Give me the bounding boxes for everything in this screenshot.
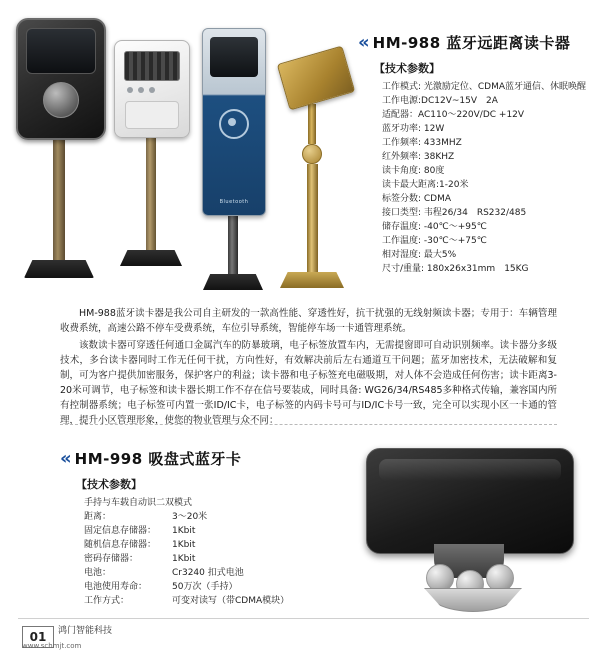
spec-value: Cr3240 扣式电池 xyxy=(172,568,244,578)
spec-key: 随机信息存储器： xyxy=(84,540,157,550)
device-body xyxy=(16,18,106,140)
product-photo-gold-panel xyxy=(272,54,352,288)
device-base xyxy=(203,274,263,290)
device-pole xyxy=(307,164,318,272)
page-footer xyxy=(0,618,607,660)
product-photo-blue-kiosk xyxy=(202,28,264,290)
device-brand-text: Bluetooth xyxy=(219,199,249,205)
product-spec-hm998 xyxy=(60,448,360,608)
device-window xyxy=(124,51,180,81)
spec-row xyxy=(84,566,360,580)
spec-value: 可变对读写（带CDMA模块） xyxy=(172,596,290,606)
spec-row xyxy=(84,552,360,566)
spec-line: 读卡角度: 80度 xyxy=(382,166,445,176)
spec-key: 距离： xyxy=(84,512,112,522)
spec-line: 工作电源:DC12V~15V 2A xyxy=(382,96,498,106)
description-paragraph: 该数读卡器可穿透任何通口金属汽车的防暴玻璃，电子标签放置车内，无需提窗即可自动识别频率。读卡器分多级技术，多台读卡器同时工作无任何干扰，方向性好，有效解决前后左右通道互干问题；蓝牙加密技术，无法破解和复制，可为客户提供加密服务，保护客户的利益；读卡器和电子标签充电磁吸期，对人体不会造成任何伤害；读卡距离3-20米可调节，电子标签和读卡器长期工作不存在信号要装成，同时具备: WG26/34/RS485多种格式传输，兼容国内所有控制器系统；电子标签可内置一张ID/IC卡，电子标签的内码卡号可与ID/IC卡号一致，完全可以实现小区一卡通的管理，提升小区管理形象，使您的物业管理与众不同： xyxy=(60,340,557,426)
spec-row xyxy=(84,510,360,524)
spec-line: 尺寸/重量: 180x26x31mm 15KG xyxy=(382,264,529,274)
spec-key: 电池： xyxy=(84,568,112,578)
suction-cup xyxy=(424,588,522,612)
product-photo-white-reader xyxy=(114,40,188,266)
spec-row xyxy=(84,580,360,594)
product-photo-suction-bluetooth-card xyxy=(352,448,590,616)
description-paragraph: HM-988蓝牙读卡器是我公司自主研发的一款高性能、穿透性好，抗干扰强的无线射频读卡器；专用于：车辆管理收费系统，高速公路不停车受费系统，车位引导系统，智能停车场一卡通管理系统。 xyxy=(60,308,557,334)
device-base xyxy=(120,250,182,266)
spec-line: 接口类型: 韦程26/34 RS232/485 xyxy=(382,208,527,218)
page-number: 01 xyxy=(22,626,54,648)
spec-row xyxy=(84,538,360,552)
spec-intro: 手持与车载自动识二双模式 xyxy=(84,498,193,508)
device-base xyxy=(280,272,344,288)
spec-row xyxy=(84,524,360,538)
device-lens xyxy=(43,82,79,118)
device-case xyxy=(366,448,574,554)
spec-row xyxy=(84,594,360,608)
spec-section-label: 【技术参数】 xyxy=(76,478,142,491)
spec-list xyxy=(382,80,602,276)
company-website: www.schmjt.com xyxy=(22,642,82,650)
device-screen xyxy=(26,28,96,74)
device-pole xyxy=(146,138,156,250)
product-title-row xyxy=(358,32,602,53)
product-photo-strip xyxy=(10,12,350,302)
spec-line: 工作模式: 光激励定位、CDMA蓝牙通信、休眠唤醒 xyxy=(382,82,587,92)
device-joint xyxy=(426,564,454,592)
chevron-left-icon: « xyxy=(60,447,70,469)
spec-section-label: 【技术参数】 xyxy=(374,62,440,75)
spec-value: 1Kbit xyxy=(172,526,196,536)
spec-line: 红外频率: 38KHZ xyxy=(382,152,455,162)
spec-value: 1Kbit xyxy=(172,554,196,564)
spec-value: 50万次（手持） xyxy=(172,582,238,592)
spec-line: 读卡最大距离:1-20米 xyxy=(382,180,469,190)
device-joint xyxy=(486,564,514,592)
company-name: 鸿门智能科技 xyxy=(58,626,113,636)
spec-line: 适配器：AC110～220V/DC +12V xyxy=(382,110,525,120)
device-body xyxy=(202,28,266,216)
device-body xyxy=(114,40,190,138)
device-screen xyxy=(210,37,258,77)
spec-line: 储存温度: -40℃～+95℃ xyxy=(382,222,487,232)
device-hinge xyxy=(302,144,322,164)
section-divider xyxy=(60,424,557,425)
rfid-wave-icon xyxy=(219,109,249,139)
chevron-left-icon: « xyxy=(358,31,368,53)
spec-key: 工作方式： xyxy=(84,596,130,606)
product-spec-hm988 xyxy=(358,32,602,276)
device-arm xyxy=(308,104,316,144)
product-description xyxy=(60,306,557,430)
spec-line: 工作频率: 433MHZ xyxy=(382,138,462,148)
spec-value: 1Kbit xyxy=(172,540,196,550)
spec-key: 固定信息存储器： xyxy=(84,526,157,536)
spec-line: 蓝牙功率: 12W xyxy=(382,124,445,134)
device-panel xyxy=(125,101,179,129)
spec-list xyxy=(84,496,360,608)
spec-value: 3～20米 xyxy=(172,512,208,522)
spec-key: 电池使用寿命： xyxy=(84,582,148,592)
device-led-row xyxy=(127,87,155,93)
device-pole xyxy=(228,216,238,274)
spec-line: 标签分数: CDMA xyxy=(382,194,452,204)
device-pole xyxy=(53,140,65,260)
product-title: HM-988 蓝牙远距离读卡器 xyxy=(372,34,571,52)
footer-divider xyxy=(18,618,589,619)
device-panel xyxy=(277,46,356,111)
product-title-row xyxy=(60,448,360,469)
device-base xyxy=(24,260,94,278)
product-photo-dark-reader xyxy=(16,18,102,278)
spec-line: 相对湿度: 最大5% xyxy=(382,250,457,260)
spec-key: 密码存储器： xyxy=(84,554,139,564)
spec-line: 工作温度: -30℃～+75℃ xyxy=(382,236,487,246)
product-title: HM-998 吸盘式蓝牙卡 xyxy=(74,450,242,468)
